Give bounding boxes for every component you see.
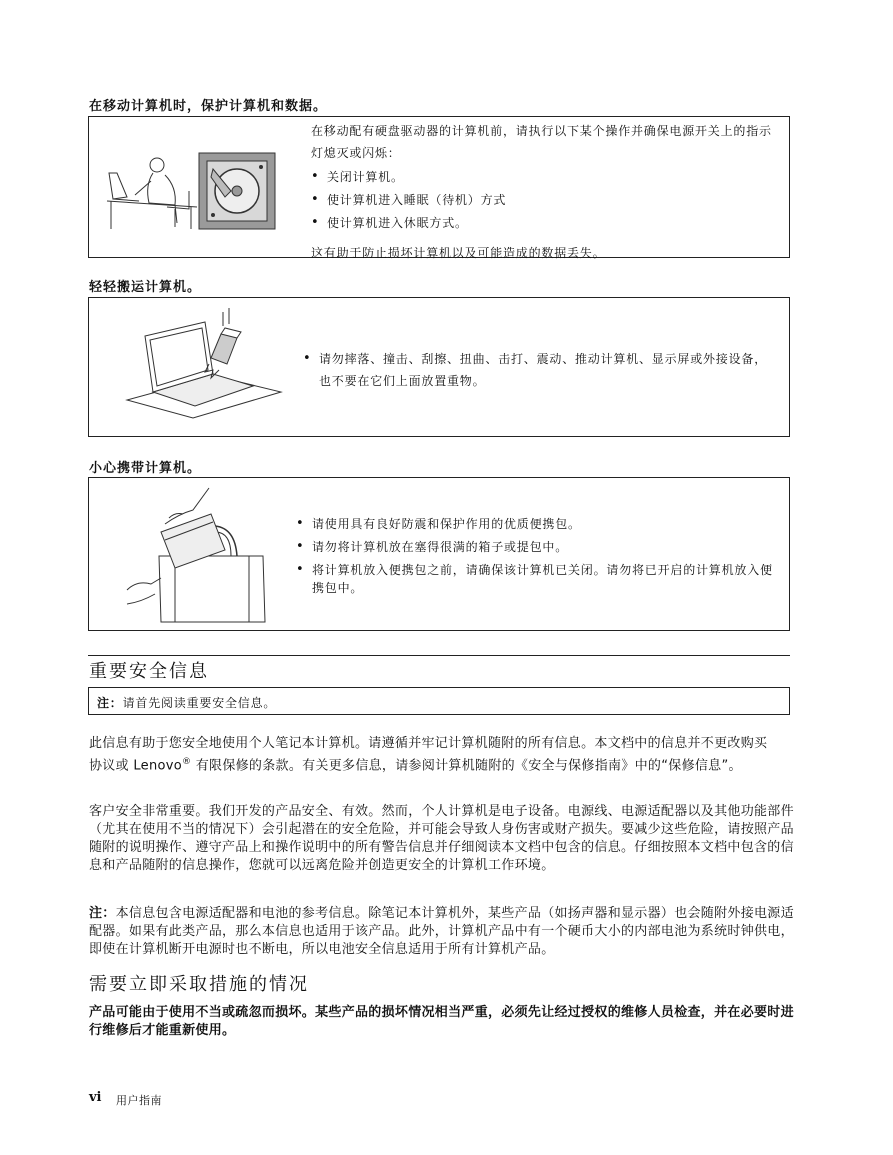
- moving-item-3: • 使计算机进入休眠方式。: [311, 212, 781, 234]
- note2-label: 注：: [89, 906, 116, 921]
- safety-note-box: [88, 687, 790, 715]
- carry-item-2: • 请勿将计算机放在塞得很满的箱子或提包中。: [296, 536, 776, 558]
- registered-mark: ®: [181, 757, 192, 767]
- handle-box: [88, 297, 790, 437]
- laptop-into-bag-illustration: [125, 484, 275, 626]
- laptop-impact-illustration: [125, 308, 285, 423]
- safety-title: 重要安全信息: [89, 661, 209, 682]
- para1-part-a: 此信息有助于您安全地使用个人笔记本计算机。请遵循并牢记计算机随附的所有信息。本文档中的信息并不更改购买协议或 Lenovo: [89, 736, 768, 774]
- immediate-text: 产品可能由于使用不当或疏忽而损坏。某些产品的损坏情况相当严重，必须先让经过授权的维修人员检查，并在必要时进行维修后才能重新使用。: [89, 1005, 794, 1038]
- carry-item-3: • 将计算机放入便携包之前，请确保该计算机已关闭。请勿将已开启的计算机放入便携包中。: [296, 561, 776, 597]
- page-number: vi: [89, 1090, 102, 1105]
- safety-paragraph-1: [89, 735, 779, 775]
- moving-box: [88, 116, 790, 258]
- carry-box: [88, 477, 790, 631]
- safety-note-2: [89, 905, 794, 959]
- handle-item-1: • 请勿摔落、撞击、刮擦、扭曲、击打、震动、推动计算机、显示屏或外接设备，也不要在它们上面放置重物。: [303, 348, 779, 392]
- safety-paragraph-2: 客户安全非常重要。我们开发的产品安全、有效。然而，个人计算机是电子设备。电源线、电源适配器以及其他功能部件（尤其在使用不当的情况下）会引起潜在的安全危险，并可能会导致人身伤害或财产损失。要减少这些危险，请按照产品随附的说明操作、遵守产品上和操作说明中的所有警告信息并仔细阅读本文档中包含的信息。仔细按照本文档中包含的信息和产品随附的信息操作，您就可以远离危险并创造更安全的计算机工作环境。: [89, 804, 794, 873]
- moving-item-1: • 关闭计算机。: [311, 166, 781, 188]
- note2-text: 本信息包含电源适配器和电池的参考信息。除笔记本计算机外，某些产品（如扬声器和显示器）也会随附外接电源适配器。如果有此类产品，那么本信息也适用于该产品。此外，计算机产品中有一个硬币大小的内部电池为系统时钟供电，即使在计算机断开电源时也不断电，所以电池安全信息适用于所有计算机产品。: [89, 906, 794, 957]
- guide-name: 用户指南: [116, 1094, 162, 1107]
- immediate-title: 需要立即采取措施的情况: [89, 974, 309, 995]
- section-divider: [88, 655, 790, 656]
- section-heading-handle: 轻轻搬运计算机。: [89, 280, 202, 295]
- carry-item-1: • 请使用具有良好防震和保护作用的优质便携包。: [296, 513, 776, 535]
- moving-intro: 在移动配有硬盘驱动器的计算机前，请执行以下某个操作并确保电源开关上的指示灯熄灭或闪烁：: [311, 124, 772, 160]
- section-heading-moving: 在移动计算机时，保护计算机和数据。: [89, 99, 328, 114]
- para1-part-b: 有限保修的条款。有关更多信息，请参阅计算机随附的《安全与保修指南》中的“保修信息”。: [191, 758, 742, 774]
- section-heading-carry: 小心携带计算机。: [89, 461, 202, 476]
- user-at-desk-with-harddrive-illustration: [105, 151, 280, 231]
- moving-item-2: • 使计算机进入睡眠（待机）方式: [311, 189, 781, 211]
- note-text: 请首先阅读重要安全信息。: [122, 696, 277, 710]
- moving-outro: 这有助于防止损坏计算机以及可能造成的数据丢失。: [311, 246, 606, 260]
- note-label: 注：: [97, 696, 123, 710]
